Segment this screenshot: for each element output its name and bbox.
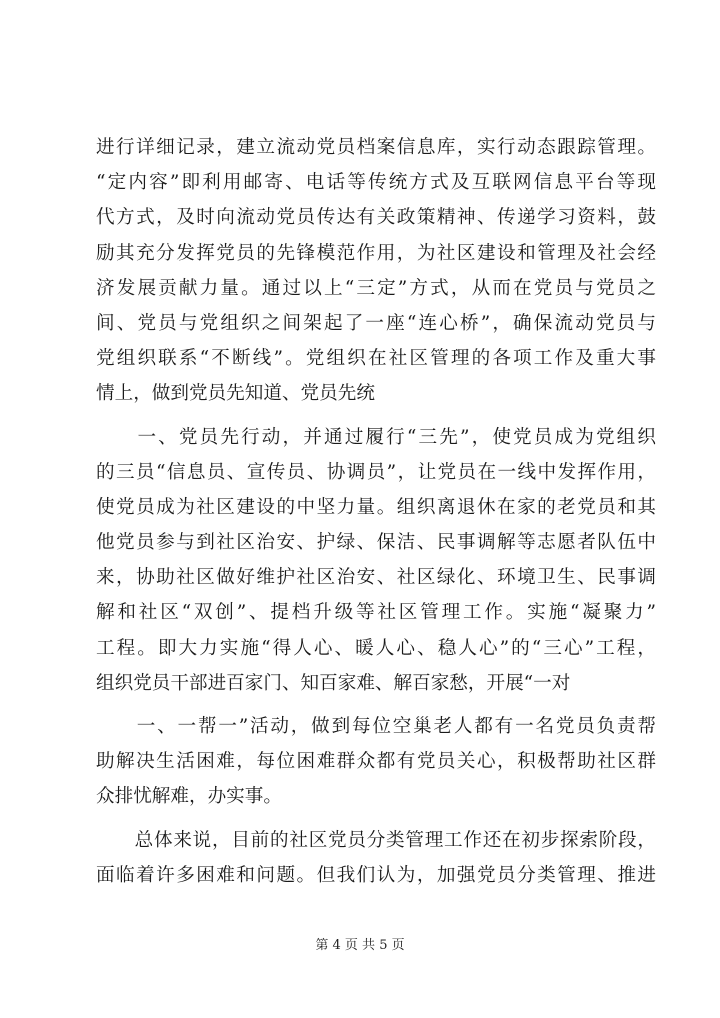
text-line: 组织党员干部进百家门、知百家难、解百家愁，开展“一对	[96, 672, 571, 694]
text-line: 党组织联系“不断线”。党组织在社区管理的各项工作及重大事	[96, 348, 656, 370]
text-line: 众排忧解难，办实事。	[96, 786, 282, 808]
text-line: 来，协助社区做好维护社区治安、社区绿化、环境卫生、民事调	[96, 567, 656, 589]
text-line: 助解决生活困难，每位困难群众都有党员关心，积极帮助社区群	[96, 751, 656, 773]
text-line: 济发展贡献力量。通过以上“三定”方式，从而在党员与党员之	[96, 277, 656, 299]
text-line: “定内容”即利用邮寄、电话等传统方式及互联网信息平台等现	[96, 172, 656, 194]
paragraph-3	[96, 709, 656, 815]
text-line: 一、党员先行动，并通过履行“三先”，使党员成为党组织	[96, 426, 656, 448]
text-line: 总体来说，目前的社区党员分类管理工作还在初步探索阶段，	[96, 829, 656, 851]
text-line: 代方式，及时向流动党员传达有关政策精神、传递学习资料，鼓	[96, 207, 656, 229]
text-line: 使党员成为社区建设的中坚力量。组织离退休在家的老党员和其	[96, 496, 656, 518]
text-line: 解和社区“双创”、提档升级等社区管理工作。实施“凝聚力”	[96, 602, 656, 624]
text-line: 励其充分发挥党员的先锋模范作用，为社区建设和管理及社会经	[96, 242, 656, 264]
paragraph-gap	[96, 815, 656, 823]
paragraph-gap	[96, 412, 656, 420]
text-line: 情上，做到党员先知道、党员先统	[96, 383, 375, 405]
paragraph-2	[96, 420, 656, 702]
text-line: 的三员“信息员、宣传员、协调员”，让党员在一线中发挥作用，	[96, 461, 656, 483]
paragraph-4	[96, 823, 656, 893]
text-line: 面临着许多困难和问题。但我们认为，加强党员分类管理、推进	[96, 864, 656, 886]
text-line: 他党员参与到社区治安、护绿、保洁、民事调解等志愿者队伍中	[96, 532, 656, 554]
document-body	[96, 130, 656, 893]
text-line: 一、一帮一”活动，做到每位空巢老人都有一名党员负责帮	[96, 716, 656, 737]
text-line: 进行详细记录，建立流动党员档案信息库，实行动态跟踪管理。	[96, 137, 656, 158]
page-number-footer: 第 4 页 共 5 页	[315, 938, 405, 953]
paragraph-gap	[96, 701, 656, 709]
text-line: 工程。即大力实施“得人心、暖人心、稳人心”的“三心”工程，	[96, 637, 656, 659]
paragraph-1	[96, 130, 656, 412]
text-line: 间、党员与党组织之间架起了一座“连心桥”，确保流动党员与	[96, 312, 656, 334]
